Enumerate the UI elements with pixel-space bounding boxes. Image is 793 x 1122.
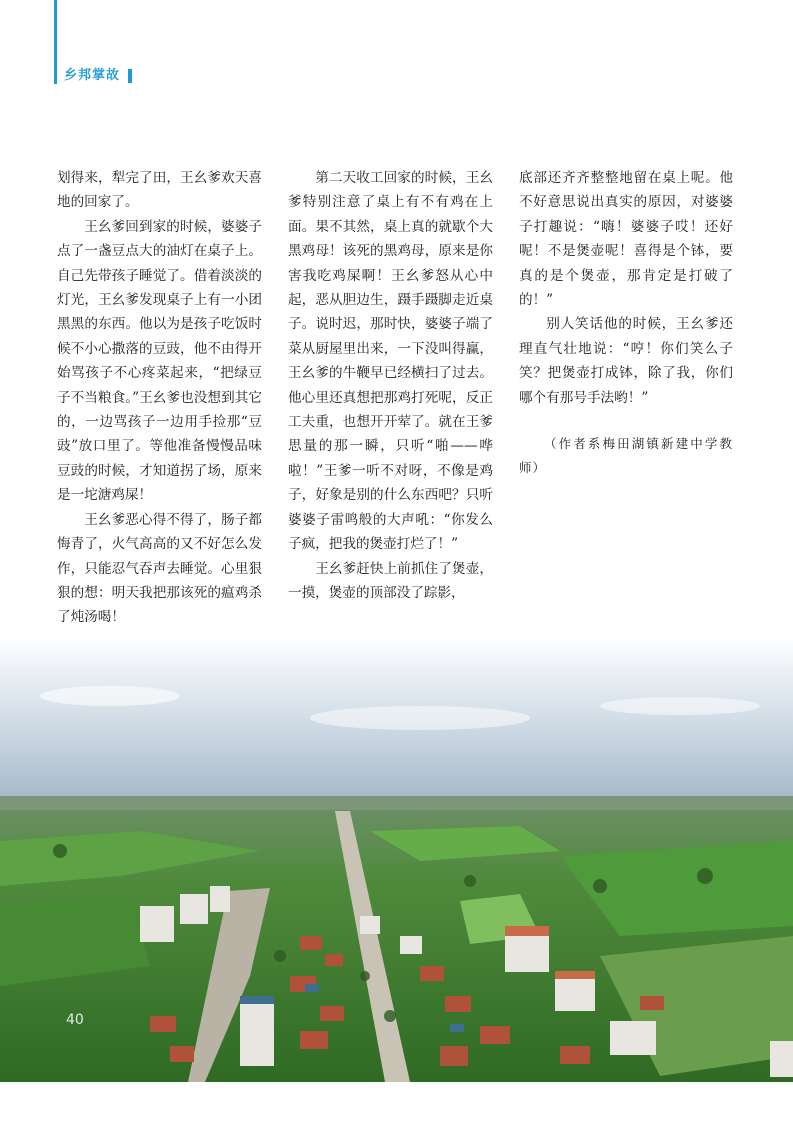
paragraph: 王幺爹赶快上前抓住了煲壶，一摸，煲壶的顶部没了踪影， bbox=[288, 560, 493, 601]
article-column-1 bbox=[57, 166, 262, 630]
section-label: 乡邦掌故 bbox=[64, 68, 121, 83]
paragraph: 王幺爹回到家的时候，婆婆子点了一盏豆点大的油灯在桌子上。自己先带孩子睡觉了。借着淡淡的灯光，王幺爹发现桌子上有一小团黑黑的东西。他以为是孩子吃饭时候不小心撒落的豆豉，他不由得开始骂孩子不心疼菜起来，“把绿豆子不当粮食。”王幺爹也没想到其它的，一边骂孩子一边用手捡那“豆豉”放口里了。等他准备慢慢品味豆豉的时候，才知道拐了场，原来是一坨溏鸡屎！ bbox=[57, 218, 262, 504]
aerial-town-photo bbox=[0, 636, 793, 1082]
article-column-3 bbox=[519, 166, 733, 481]
article-column-2 bbox=[288, 166, 493, 605]
header-accent-line bbox=[54, 0, 57, 84]
paragraph: 第二天收工回家的时候，王幺爹特别注意了桌上有不有鸡在上面。果不其然，桌上真的就歇个大黑鸡母！该死的黑鸡母，原来是你害我吃鸡屎啊！王幺爹怒从心中起，恶从胆边生，蹑手蹑脚走近桌子。说时迟，那时快，婆婆子端了菜从厨屋里出来，一下没叫得赢，王幺爹的牛鞭早已经横扫了过去。他心里还真想把那鸡打死呢，反正工夫重，也想开开荤了。就在王爹思量的那一瞬，只听“啪——哗啦！”王爹一听不对呀，不像是鸡子，好象是别的什么东西吧？只听婆婆子雷鸣般的大声吼：“你发么子疯，把我的煲壶打烂了！” bbox=[288, 170, 493, 553]
section-label-marker bbox=[128, 69, 132, 83]
paragraph: 别人笑话他的时候，王幺爹还理直气壮地说：“哼！你们笑么子笑？把煲壶打成钵，除了我，你们哪个有那号手法哟！” bbox=[519, 316, 733, 406]
paragraph: 划得来，犁完了田，王幺爹欢天喜地的回家了。 bbox=[57, 170, 262, 211]
paragraph: 王幺爹恶心得不得了，肠子都悔青了，火气高高的又不好怎么发作，只能忍气吞声去睡觉。心里狠狠的想：明天我把那该死的瘟鸡杀了炖汤喝！ bbox=[57, 511, 262, 626]
paragraph: 底部还齐齐整整地留在桌上呢。他不好意思说出真实的原因，对婆婆子打趣说：“嗨！婆婆子哎！还好呢！不是煲壶呢！喜得是个钵，要真的是个煲壶，那肯定是打破了的！” bbox=[519, 170, 733, 309]
page-number: 40 bbox=[66, 1012, 84, 1028]
author-credit: （作者系梅田湖镇新建中学教师） bbox=[519, 436, 733, 476]
